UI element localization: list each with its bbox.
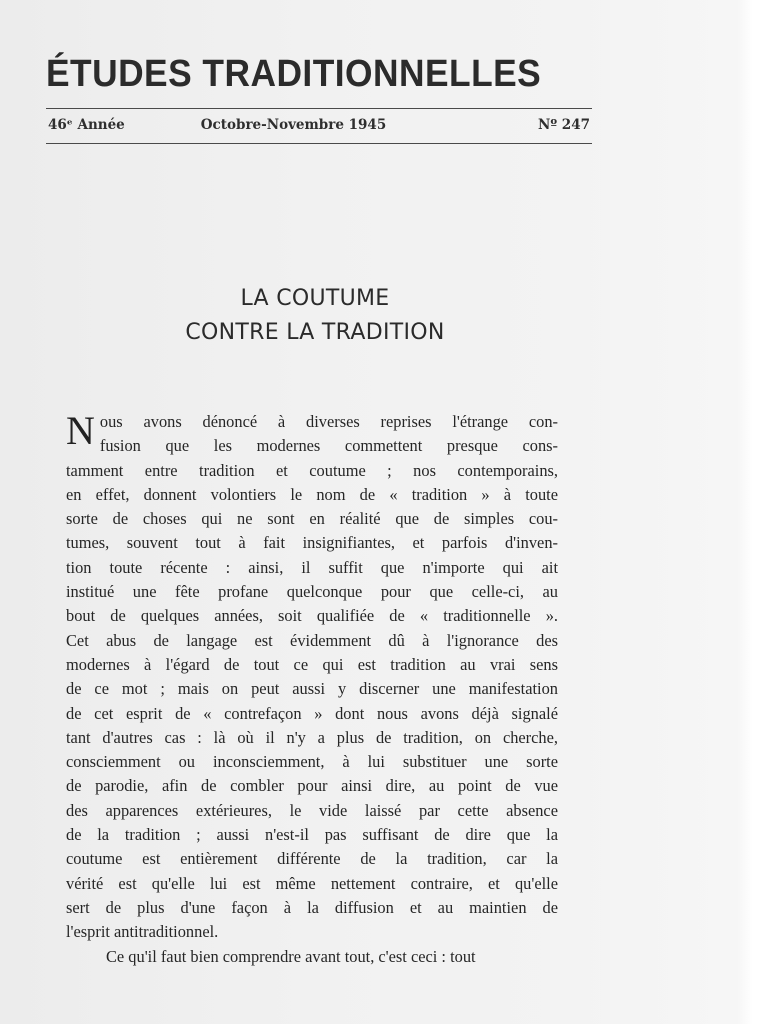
- text-line: de parodie, afin de combler pour ainsi dire, au point de vue: [66, 776, 558, 796]
- paragraph-1: [66, 410, 558, 945]
- issue-number: Nº 247: [538, 117, 590, 133]
- text-line: tamment entre tradition et coutume ; nos contemporains,: [66, 460, 558, 480]
- article-body: [66, 410, 558, 969]
- article-title-line-1: LA COUTUME: [240, 286, 390, 311]
- text-line: vérité est qu'elle lui est même nettement contraire, et qu'elle: [66, 873, 558, 893]
- issue-year: 46ᵉ Année: [48, 117, 125, 133]
- text-line: l'esprit antitraditionnel.: [66, 922, 219, 942]
- text-line: de cet esprit de « contrefaçon » dont nous avons déjà signalé: [66, 703, 558, 723]
- text-line: ous avons dénoncé à diverses reprises l'étrange con-: [99, 412, 558, 431]
- issue-date: Octobre-Novembre 1945: [200, 117, 387, 133]
- text-line: bout de quelques années, soit qualifiée de « traditionnelle ».: [66, 606, 558, 626]
- text-line: coutume est entièrement différente de la tradition, car la: [66, 849, 558, 869]
- article-title-line-2: CONTRE LA TRADITION: [185, 320, 445, 345]
- text-line: fusion que les modernes commettent presque cons-: [99, 436, 558, 456]
- text-line: des apparences extérieures, le vide laissé par cette absence: [66, 800, 558, 820]
- text-line: de la tradition ; aussi n'est-il pas suffisant de dire que la: [66, 825, 558, 845]
- text-line: sorte de choses qui ne sont en réalité que de simples cou-: [66, 509, 558, 529]
- text-line: de ce mot ; mais on peut aussi y discerner une manifestation: [66, 679, 558, 699]
- article-title: [120, 282, 510, 350]
- paragraph-2: [66, 945, 558, 969]
- masthead: [46, 48, 592, 144]
- text-line: tumes, souvent tout à fait insignifiantes, et parfois d'inven-: [66, 533, 558, 553]
- text-line: en effet, donnent volontiers le nom de « tradition » à toute: [66, 484, 558, 504]
- text-line: institué une fête profane quelconque pour que celle-ci, au: [66, 582, 558, 602]
- masthead-rule-bottom: [46, 143, 592, 144]
- paragraph-1-lines: [66, 410, 558, 945]
- text-line: tion toute récente : ainsi, il suffit que n'importe qui ait: [66, 557, 558, 577]
- drop-cap: N: [66, 408, 95, 453]
- journal-title: ÉTUDES TRADITIONNELLES: [46, 53, 542, 95]
- text-line: modernes à l'égard de tout ce qui est tradition au vrai sens: [66, 654, 558, 674]
- paragraph-2-line: Ce qu'il faut bien comprendre avant tout, c'est ceci : tout: [106, 946, 476, 966]
- text-line: tant d'autres cas : là où il n'y a plus de tradition, on cherche,: [66, 727, 558, 747]
- text-line: sert de plus d'une façon à la diffusion et au maintien de: [66, 897, 558, 917]
- text-line: Cet abus de langage est évidemment dû à l'ignorance des: [66, 630, 558, 650]
- text-line: consciemment ou inconsciemment, à lui substituer une sorte: [66, 752, 558, 772]
- issue-info: [46, 109, 592, 139]
